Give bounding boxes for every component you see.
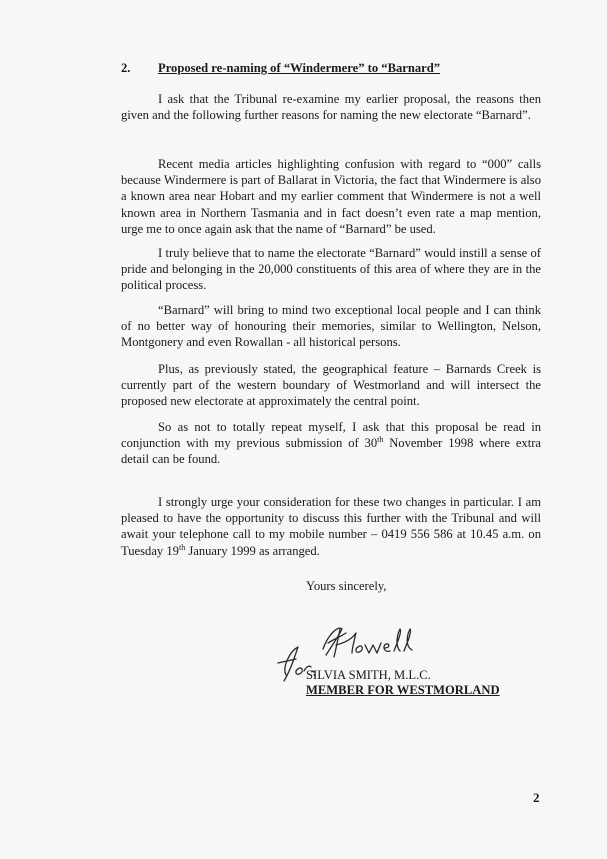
section-number: 2. [121,61,131,75]
paragraph-media-confusion: Recent media articles highlighting confusion with regard to “000” calls because Windermere is part of Ballarat in Victoria, the fact that Windermere is also a known area near Hobart and my earlier comment that Windermere is not a well known area in Northern Tasmania and in fact doesn’t even rate a map mention, urge me to once again ask that the name of “Barnard” be used. [121,157,541,236]
section-title: Proposed re-naming of “Windermere” to “Barnard” [158,61,441,75]
closing-salutation: Yours sincerely, [306,579,387,593]
page-number: 2 [533,790,540,805]
signer-name: SILVIA SMITH, M.L.C. [306,668,431,682]
signer-title: MEMBER FOR WESTMORLAND [306,683,500,697]
paragraph-sense-of-pride: I truly believe that to name the electorate “Barnard” would instill a sense of pride and belonging in the 20,000 constituents of this area of where they are in the political process. [121,246,541,293]
paragraph-telephone-call: I strongly urge your consideration for these two changes in particular. I am pleased to have the opportunity to discuss this further with the Tribunal and will await your telephone call to my mobile number – 0419 556 586 at 10.45 a.m. on Tuesday 19th January 1999 as arranged. [121,495,541,558]
paragraph-barnards-creek: Plus, as previously stated, the geographical feature – Barnards Creek is currently part of the western boundary of Westmorland and will intersect the proposed new electorate at approximately the central point. [121,362,541,409]
paragraph-reexamine-proposal: I ask that the Tribunal re-examine my earlier proposal, the reasons then given and the following further reasons for naming the new electorate “Barnard”. [121,92,541,123]
paragraph-previous-submission: So as not to totally repeat myself, I ask that this proposal be read in conjunction with my previous submission of 30th November 1998 where extra detail can be found. [121,420,541,467]
section-heading [121,61,440,76]
paragraph-local-people: “Barnard” will bring to mind two exceptional local people and I can think of no better way of honouring their memories, similar to Wellington, Nelson, Montgonery and even Rowallan - all historical persons. [121,303,541,350]
